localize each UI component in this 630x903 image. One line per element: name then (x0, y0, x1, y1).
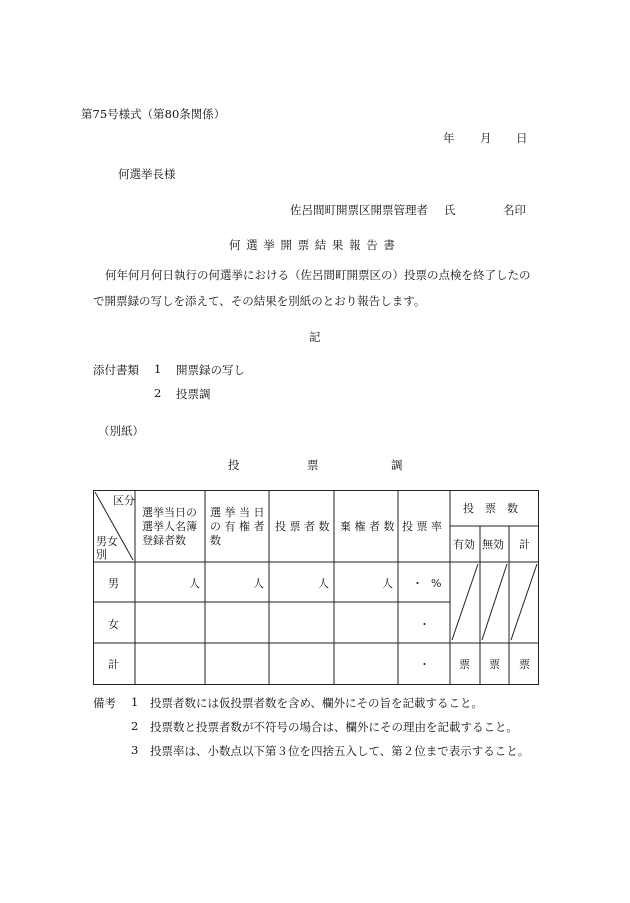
note-text-1: 投票者数には仮投票者数を含め、欄外にその旨を記載すること。 (150, 696, 484, 710)
corner-bottom-label-1: 男女 (96, 535, 118, 548)
form-number: 第75号様式（第80条関係） (81, 107, 226, 121)
date-day: 日 (516, 131, 528, 145)
header-invalid: 無効 (482, 538, 504, 551)
vote-table (93, 490, 539, 686)
header-col2-line3: 数 (210, 534, 221, 547)
attachment-text-2: 投票調 (176, 387, 211, 401)
corner-bottom-label-2: 別 (96, 548, 107, 561)
header-votes-group: 投 票 数 (463, 502, 518, 515)
sender-name: 氏 (444, 203, 456, 217)
note-text-3: 投票率は、小数点以下第３位を四捨五入して、第２位まで表示すること。 (150, 744, 530, 758)
sender-title: 佐呂間町開票区開票管理者 (290, 203, 428, 217)
table-title-2: 票 (307, 458, 319, 472)
note-text-2: 投票数と投票者数が不符号の場合は、欄外にその理由を記載すること。 (150, 720, 518, 734)
date-year: 年 (443, 131, 455, 145)
header-total: 計 (519, 538, 530, 551)
male-col1-unit: 人 (189, 577, 200, 590)
header-col2-line2: の 有 権 者 (210, 520, 265, 533)
male-rate-percent: % (431, 577, 442, 590)
header-valid: 有効 (453, 538, 475, 551)
male-rate-dot: ・ (412, 577, 423, 590)
male-col4-unit: 人 (382, 577, 393, 590)
table-title-3: 調 (391, 458, 403, 472)
header-col1-line3: 登録者数 (142, 534, 186, 547)
date-month: 月 (480, 131, 492, 145)
report-body: 何年何月何日執行の何選挙における（佐呂間町開票区の）投票の点検を終了したので開票録の写しを添えて、その結果を別紙のとおり報告します。 (93, 268, 531, 308)
total-invalid-unit: 票 (489, 658, 500, 671)
female-rate-dot: ・ (419, 618, 430, 631)
corner-top-label: 区分 (113, 494, 135, 507)
total-total-unit: 票 (519, 658, 530, 671)
header-col4: 棄 権 者 数 (340, 520, 395, 533)
male-col2-unit: 人 (253, 577, 264, 590)
report-title: 何 選 挙 開 票 結 果 報 告 書 (229, 238, 396, 252)
attachment-num-2: 2 (154, 386, 162, 400)
total-rate-dot: ・ (419, 658, 430, 671)
header-col1-line1: 選挙当日の (142, 506, 197, 519)
row-total-label: 計 (108, 658, 119, 671)
ki-mark: 記 (309, 330, 321, 344)
male-col3-unit: 人 (318, 577, 329, 590)
header-col5: 投 票 率 (402, 520, 442, 533)
attachment-text-1: 開票録の写し (176, 363, 245, 377)
header-col2-line1: 選 挙 当 日 (210, 506, 265, 519)
attachment-num-1: 1 (154, 362, 162, 376)
sender-seal: 名印 (503, 203, 526, 217)
notes-label: 備考 (93, 696, 116, 710)
row-male-label: 男 (108, 577, 119, 590)
total-valid-unit: 票 (459, 658, 470, 671)
row-female-label: 女 (108, 618, 119, 631)
appendix-label: （別紙） (98, 424, 144, 438)
attachments-label: 添付書類 (93, 363, 139, 377)
header-col1-line2: 選挙人名簿 (142, 520, 197, 533)
note-num-3: 3 (131, 743, 139, 757)
note-num-1: 1 (131, 695, 139, 709)
header-col3: 投 票 者 数 (275, 520, 330, 533)
table-title-1: 投 (228, 458, 240, 472)
addressee: 何選挙長様 (118, 167, 176, 181)
note-num-2: 2 (131, 719, 139, 733)
